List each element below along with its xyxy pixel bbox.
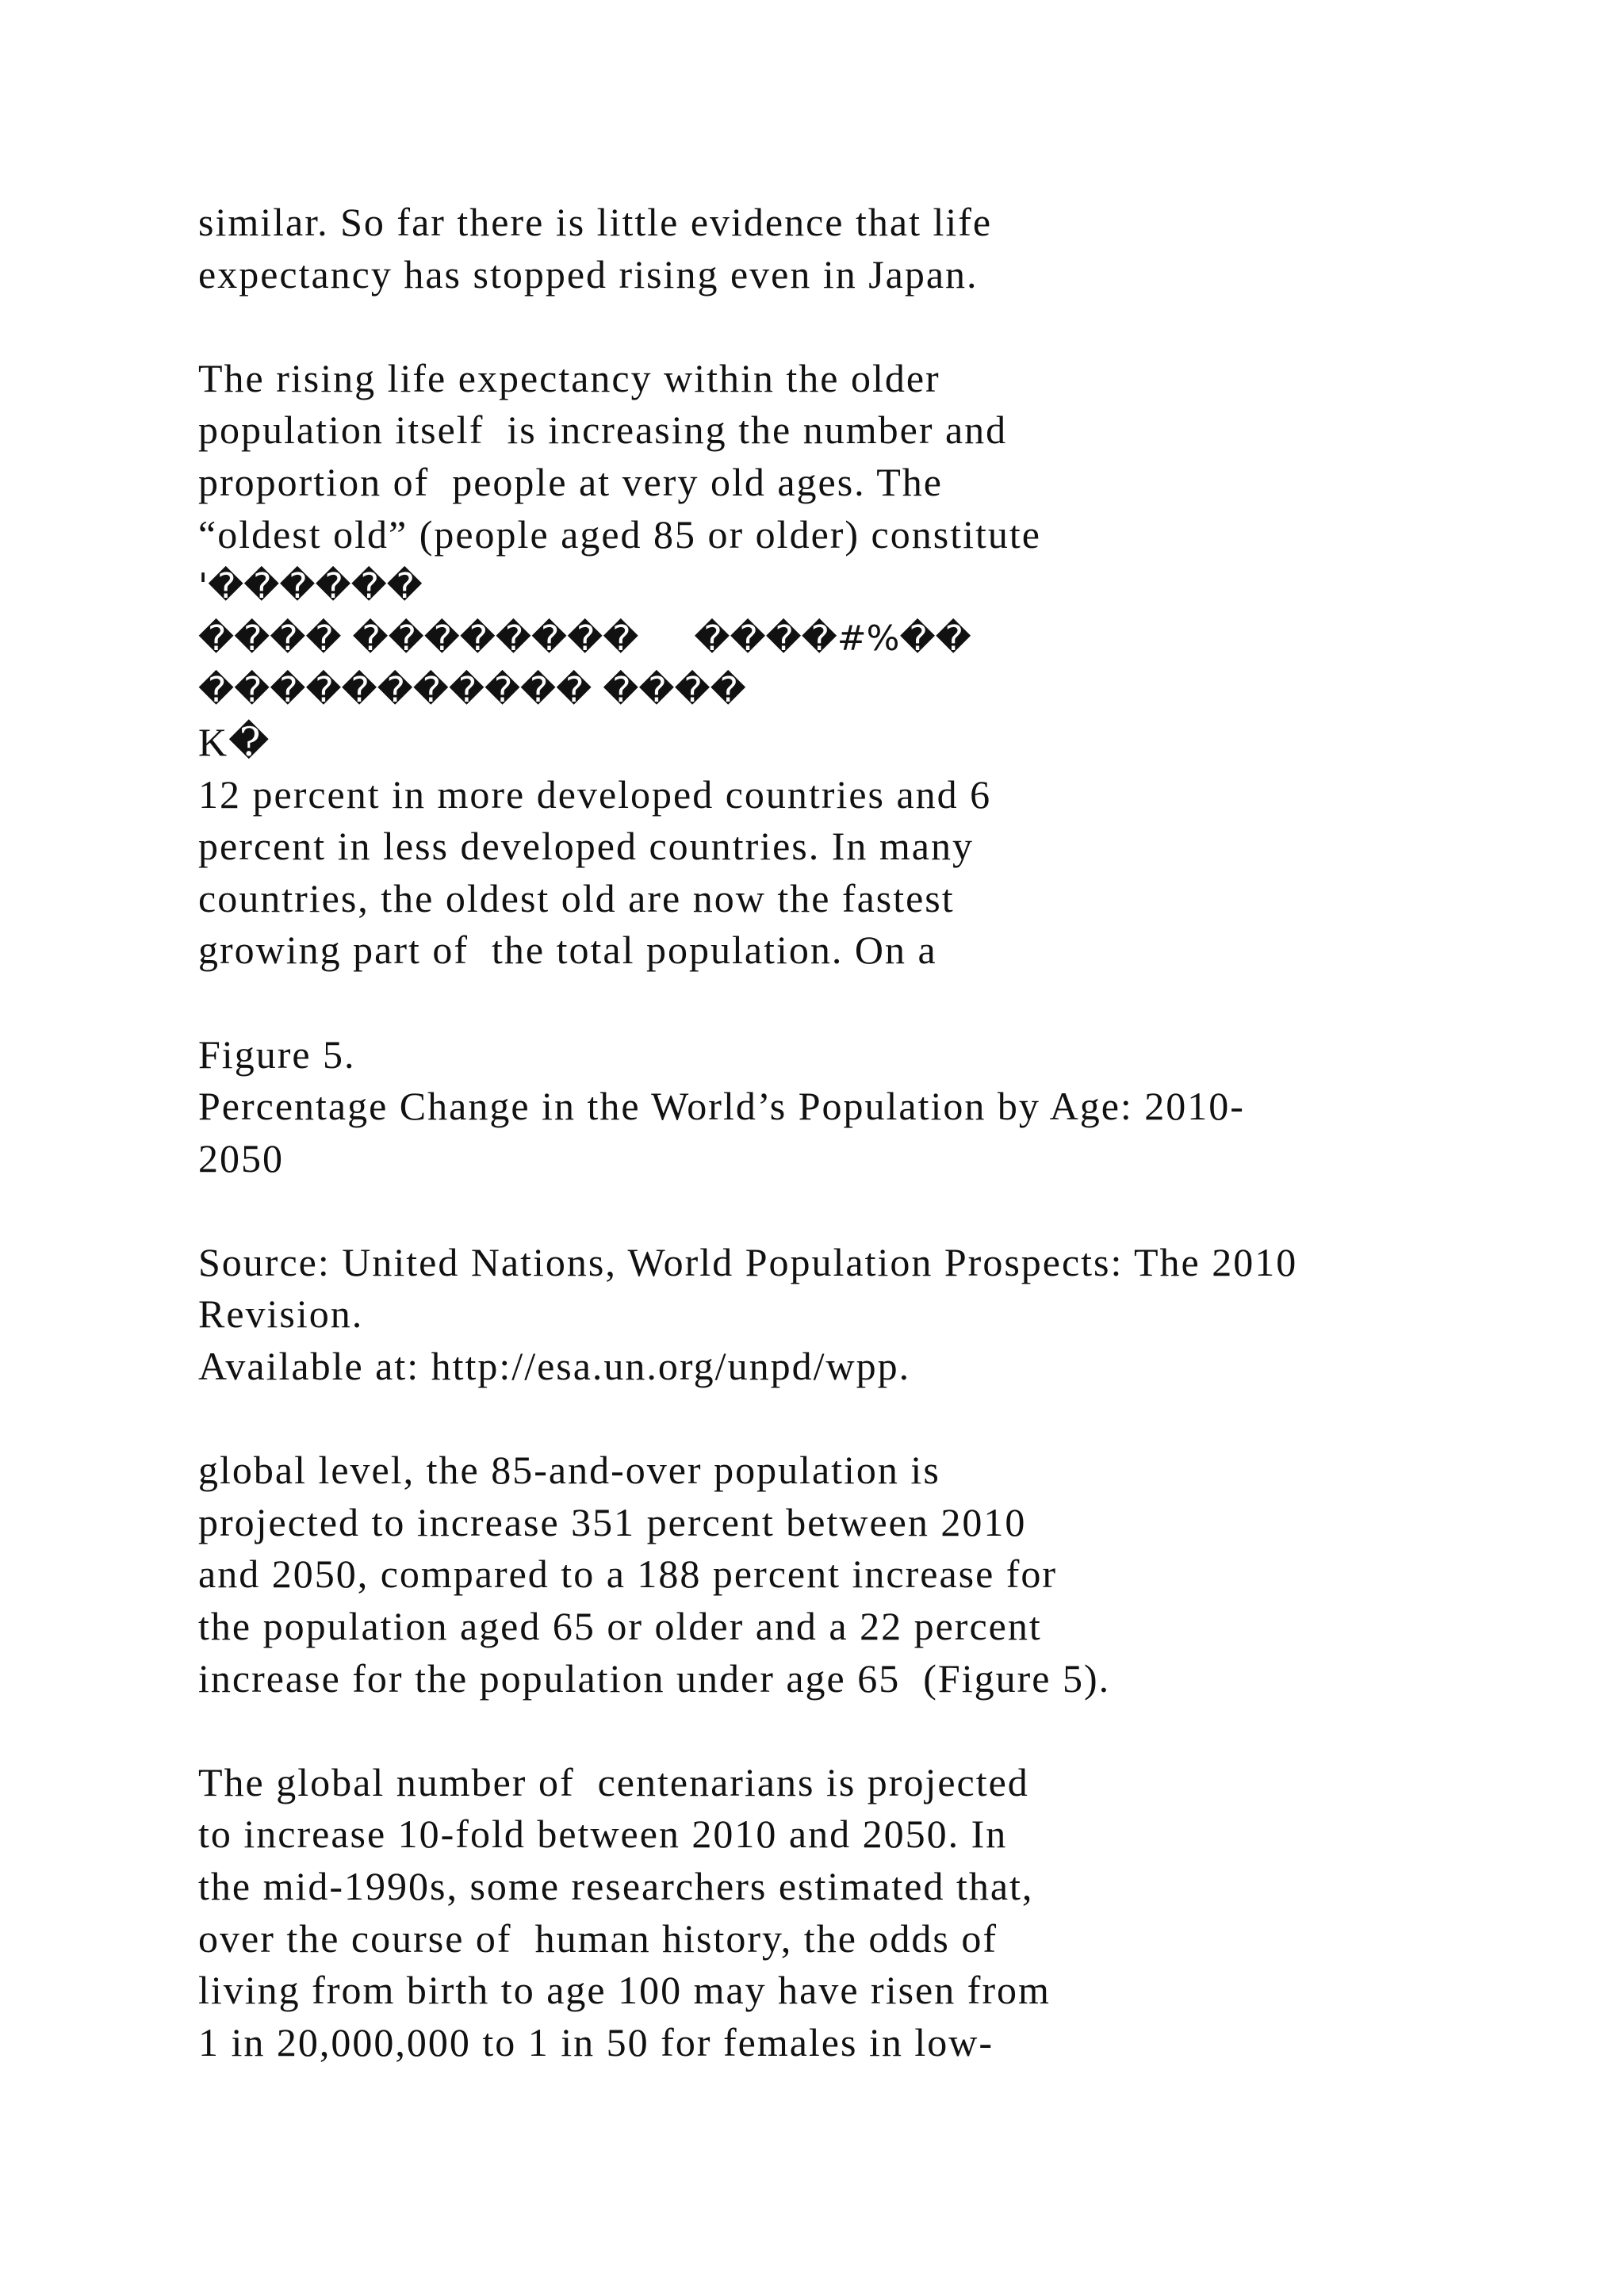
text-line: global level, the 85-and-over population is: [198, 1448, 940, 1493]
text-line: The rising life expectancy within the older: [198, 355, 940, 400]
text-line: 12 percent in more developed countries and 6: [198, 771, 992, 817]
text-line: “oldest old” (people aged 85 or older) constitute: [198, 511, 1041, 557]
text-line: the population aged 65 or older and a 22 percent: [198, 1604, 1042, 1649]
text-line: similar. So far there is little evidence that life: [198, 200, 993, 244]
text-line: 1 in 20,000,000 to 1 in 50 for females in low-: [198, 2019, 994, 2064]
source-line: Source: United Nations, World Population Prospects: The 2010: [198, 1239, 1298, 1284]
text-line: percent in less developed countries. In many: [198, 824, 974, 869]
text-line: countries, the oldest old are now the fastest: [198, 875, 955, 920]
document-text: [198, 197, 1546, 2068]
text-line: growing part of the total population. On a: [198, 928, 937, 973]
blank-line: [198, 1705, 1546, 1757]
figure-label: Figure 5.: [198, 1031, 356, 1077]
text-line: projected to increase 351 percent between 2010: [198, 1499, 1027, 1544]
garbled-text-line: ���� �������� ����#%��: [198, 618, 971, 659]
blank-line: [198, 1393, 1546, 1445]
blank-line: [198, 977, 1546, 1029]
text-line: living from birth to age 100 may have risen from: [198, 1968, 1051, 2013]
text-line: population itself is increasing the number and: [198, 408, 1008, 453]
blank-line: [198, 1184, 1546, 1237]
text-line: and 2050, compared to a 188 percent increase for: [198, 1552, 1058, 1597]
figure-title: Percentage Change in the World’s Population by Age: 2010-: [198, 1084, 1245, 1129]
garbled-text-line: ����������� ����: [198, 670, 746, 711]
text-line: over the course of human history, the odds of: [198, 1915, 998, 1961]
source-line: Available at: http://esa.un.org/unpd/wpp.: [198, 1344, 911, 1389]
text-line: expectancy has stopped rising even in Japan.: [198, 251, 979, 297]
garbled-text-line: K�: [198, 719, 271, 764]
blank-line: [198, 300, 1546, 353]
text-line: to increase 10-fold between 2010 and 2050. In: [198, 1812, 1008, 1857]
garbled-text-line: '������: [198, 566, 423, 607]
text-line: increase for the population under age 65 (Figure 5).: [198, 1655, 1111, 1701]
text-line: The global number of centenarians is projected: [198, 1759, 1029, 1804]
source-line: Revision.: [198, 1292, 364, 1337]
text-line: proportion of people at very old ages. The: [198, 459, 944, 504]
text-line: the mid-1990s, some researchers estimated that,: [198, 1864, 1034, 1908]
figure-title: 2050: [198, 1135, 284, 1181]
